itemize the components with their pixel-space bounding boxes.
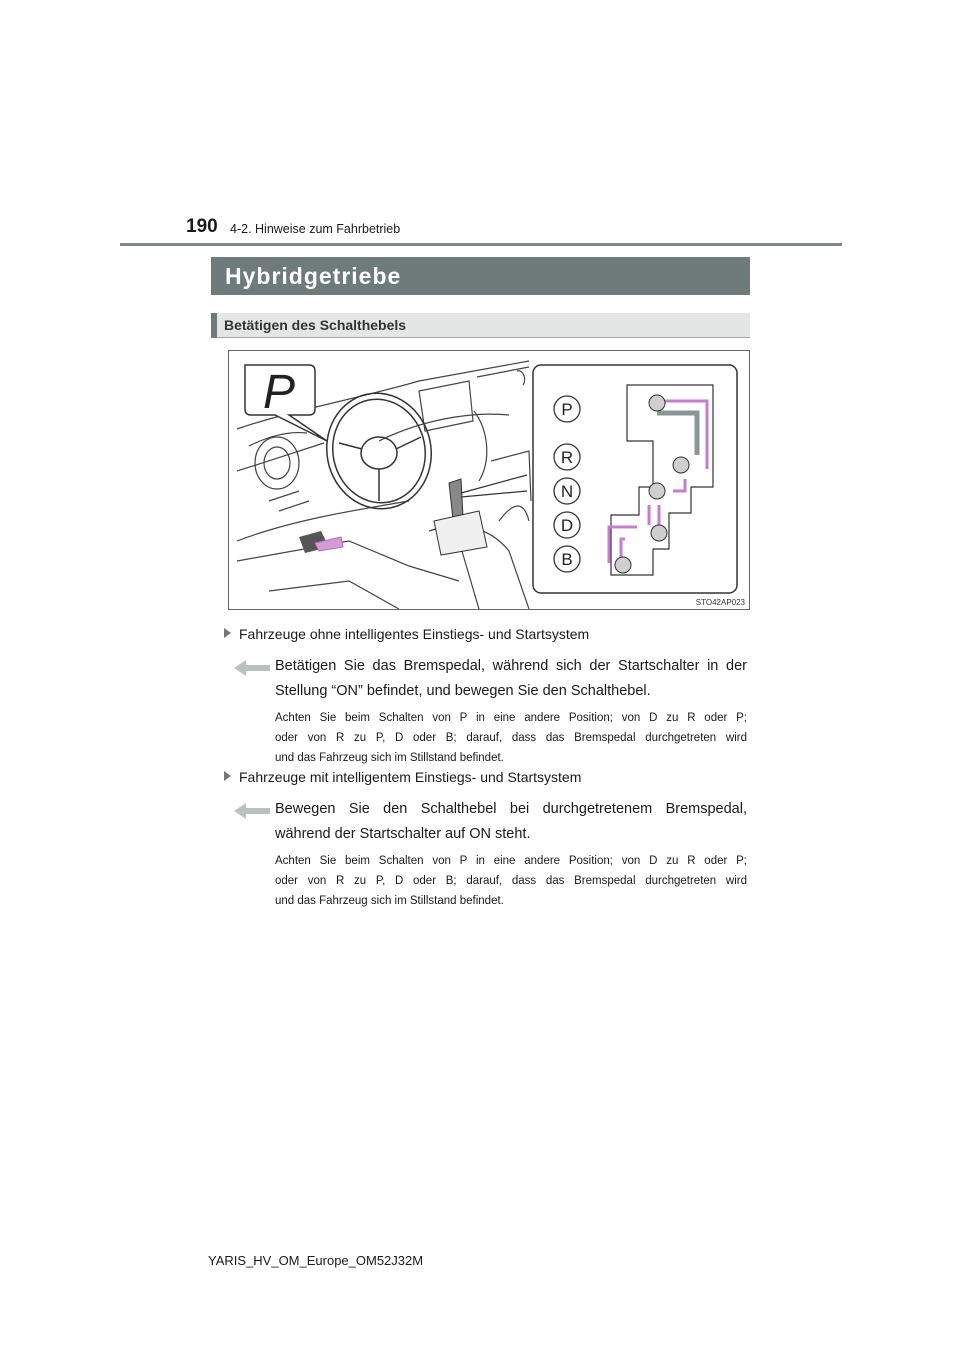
subsection-bar — [211, 313, 750, 338]
bullet-heading-1 — [224, 626, 589, 642]
shift-lever-figure — [228, 350, 750, 610]
instruction-line: während der Startschalter auf ON steht. — [275, 826, 531, 842]
brake-pedal — [299, 531, 343, 553]
note-line: Achten Sie beim Schalten von P in eine andere Position; von D zu R oder P; — [275, 712, 747, 724]
page-number: 190 — [186, 216, 218, 237]
running-header: 4-2. Hinweise zum Fahrbetrieb — [230, 222, 401, 236]
note-line: und das Fahrzeug sich im Stillstand befindet. — [275, 895, 504, 907]
note-2 — [275, 851, 747, 911]
instruction-line: Stellung “ON” befindet, und bewegen Sie den Schalthebel. — [275, 683, 651, 699]
bullet-heading-text: Fahrzeuge ohne intelligentes Einstiegs- und Startsystem — [239, 626, 590, 642]
display-indicator: P — [263, 366, 296, 419]
gate-knob-p — [649, 395, 665, 411]
figure-id: STO42AP023 — [695, 598, 745, 607]
gear-label-d: D — [560, 516, 574, 535]
gear-label-r: R — [560, 448, 574, 467]
subsection-title: Betätigen des Schalthebels — [224, 317, 407, 333]
dashboard-illustration — [229, 351, 749, 609]
triangle-bullet-icon — [224, 771, 231, 781]
gear-label-b: B — [561, 550, 573, 569]
header-rule — [120, 243, 842, 246]
steering-wheel — [316, 383, 442, 518]
instruction-line: Bewegen Sie den Schalthebel bei durchgetretenem Bremspedal, — [275, 801, 747, 817]
instruction-2 — [275, 797, 747, 847]
note-line: oder von R zu P, D oder B; darauf, dass das Bremspedal durchgetreten wird — [275, 732, 747, 744]
instruction-1 — [275, 654, 747, 704]
gear-label-n: N — [560, 482, 574, 501]
gate-knob-b — [615, 557, 631, 573]
note-line: Achten Sie beim Schalten von P in eine andere Position; von D zu R oder P; — [275, 855, 747, 867]
subsection-accent — [211, 313, 217, 338]
section-title: Hybridgetriebe — [211, 257, 750, 295]
gate-knob-n — [649, 483, 665, 499]
bullet-heading-2 — [224, 769, 581, 785]
instruction-line: Betätigen Sie das Bremspedal, während sich der Startschalter in der — [275, 658, 747, 674]
gate-knob-r — [673, 457, 689, 473]
note-line: und das Fahrzeug sich im Stillstand befindet. — [275, 752, 504, 764]
instruction-arrow-icon — [234, 803, 270, 819]
triangle-bullet-icon — [224, 628, 231, 638]
note-line: oder von R zu P, D oder B; darauf, dass das Bremspedal durchgetreten wird — [275, 875, 747, 887]
footer-document-id: YARIS_HV_OM_Europe_OM52J32M — [208, 1253, 424, 1268]
gate-knob-d — [651, 525, 667, 541]
shift-lever — [434, 475, 527, 555]
note-1 — [275, 708, 747, 768]
instruction-arrow-icon — [234, 660, 270, 676]
gear-label-p: P — [561, 400, 573, 419]
bullet-heading-text: Fahrzeuge mit intelligentem Einstiegs- und Startsystem — [239, 769, 582, 785]
